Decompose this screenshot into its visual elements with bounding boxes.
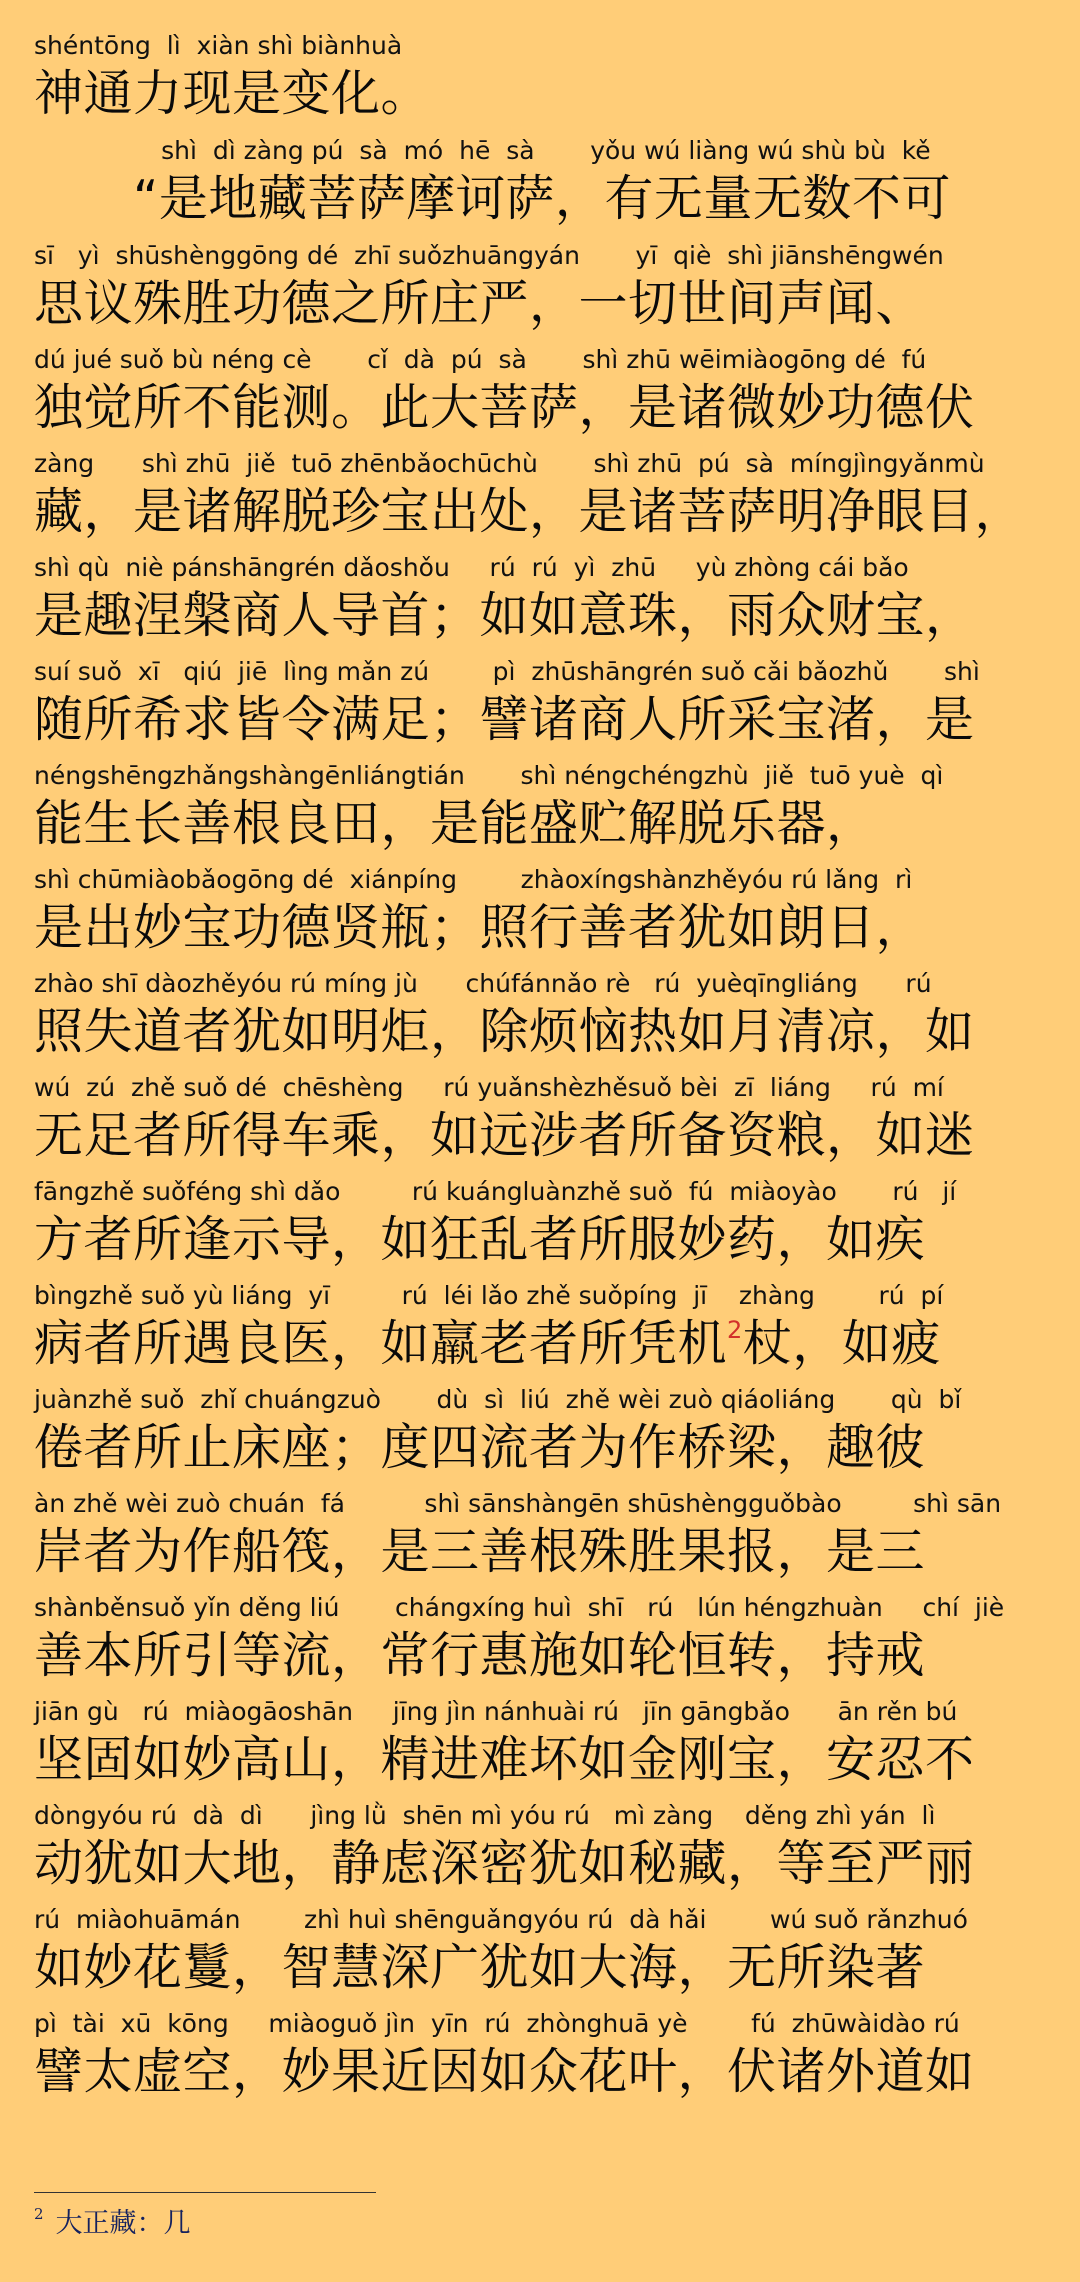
text-line-7: [34, 654, 1046, 758]
text-line-8: [34, 758, 1046, 862]
text-line-13: [34, 1278, 1046, 1382]
pinyin-line: juànzhě suǒ zhǐ chuángzuò dù sì liú zhě wèi zuò qiáoliáng qù bǐ: [34, 1385, 962, 1414]
text-line-5: [34, 446, 1046, 550]
hanzi-line: “是地藏菩萨摩诃萨，有无量无数不可: [34, 170, 951, 227]
hanzi-line: 无足者所得车乘，如远涉者所备资粮，如迷: [34, 1107, 975, 1164]
pinyin-line: néngshēngzhǎngshàngēnliángtián shì néngchéngzhù jiě tuō yuè qì: [34, 761, 944, 790]
pinyin-line: bìngzhě suǒ yù liáng yī rú léi lǎo zhě suǒpíng jī zhàng rú pí: [34, 1281, 944, 1310]
text-line-12: [34, 1174, 1046, 1278]
text-line-4: [34, 342, 1046, 446]
pinyin-line: shànběnsuǒ yǐn děng liú chángxíng huì shī rú lún héngzhuàn chí jiè: [34, 1593, 1005, 1622]
text-line-15: [34, 1486, 1046, 1590]
footnote-divider: [34, 2192, 376, 2193]
hanzi-segment: 病者所遇良医，如羸老者所凭机: [34, 1315, 728, 1372]
pinyin-line: sī yì shūshènggōng dé zhī suǒzhuāngyán yī qiè shì jiānshēngwén: [34, 241, 944, 270]
hanzi-line: 动犹如大地，静虑深密犹如秘藏，等至严丽: [34, 1835, 975, 1892]
text-line-10: [34, 966, 1046, 1070]
hanzi-line: 方者所逢示导，如狂乱者所服妙药，如疾: [34, 1211, 926, 1268]
text-line-2: [34, 133, 1046, 237]
text-line-19: [34, 1902, 1046, 2006]
hanzi-segment: 杖，如疲: [742, 1315, 941, 1372]
pinyin-line: shéntōng lì xiàn shì biànhuà: [34, 31, 403, 60]
hanzi-line: 善本所引等流，常行惠施如轮恒转，持戒: [34, 1627, 926, 1684]
pinyin-line: zàng shì zhū jiě tuō zhēnbǎochūchù shì zhū pú sà míngjìngyǎnmù: [34, 449, 985, 478]
pinyin-line: jiān gù rú miàogāoshān jīng jìn nánhuài rú jīn gāngbǎo ān rěn bú: [34, 1697, 958, 1726]
pinyin-line: dú jué suǒ bù néng cè cǐ dà pú sà shì zhū wēimiàogōng dé fú: [34, 345, 927, 374]
hanzi-line: 藏，是诸解脱珍宝出处，是诸菩萨明净眼目，: [34, 483, 1025, 540]
pinyin-line: shì qù niè pánshāngrén dǎoshǒu rú rú yì zhū yù zhòng cái bǎo: [34, 553, 909, 582]
footnote-text: 大正藏：几: [55, 2208, 191, 2239]
text-line-11: [34, 1070, 1046, 1174]
hanzi-line: 是趣涅槃商人导首；如如意珠，雨众财宝，: [34, 587, 975, 644]
hanzi-line: 独觉所不能测。此大菩萨，是诸微妙功德伏: [34, 379, 975, 436]
footnote-reference[interactable]: 2: [727, 1316, 743, 1344]
pinyin-line: shì dì zàng pú sà mó hē sà yǒu wú liàng wú shù bù kě: [34, 136, 931, 165]
pinyin-line: shì chūmiàobǎogōng dé xiánpíng zhàoxíngshànzhěyóu rú lǎng rì: [34, 865, 913, 894]
hanzi-line: 随所希求皆令满足；譬诸商人所采宝渚，是: [34, 691, 975, 748]
hanzi-line: [34, 1312, 1046, 1378]
text-line-18: [34, 1798, 1046, 1902]
text-line-1: [34, 28, 1046, 132]
pinyin-line: zhào shī dàozhěyóu rú míng jù chúfánnǎo rè rú yuèqīngliáng rú: [34, 969, 932, 998]
text-line-20: [34, 2006, 1046, 2110]
hanzi-line: 坚固如妙高山，精进难坏如金刚宝，安忍不: [34, 1731, 975, 1788]
text-line-9: [34, 862, 1046, 966]
text-line-16: [34, 1590, 1046, 1694]
hanzi-line: 如妙花鬘，智慧深广犹如大海，无所染著: [34, 1939, 926, 1996]
pinyin-line: dòngyóu rú dà dì jìng lǜ shēn mì yóu rú mì zàng děng zhì yán lì: [34, 1801, 936, 1830]
pinyin-line: rú miàohuāmán zhì huì shēnguǎngyóu rú dà hǎi wú suǒ rǎnzhuó: [34, 1905, 968, 1934]
hanzi-line: 能生长善根良田，是能盛贮解脱乐器，: [34, 795, 876, 852]
hanzi-line: 譬太虚空，妙果近因如众花叶，伏诸外道如: [34, 2043, 975, 2100]
pinyin-line: àn zhě wèi zuò chuán fá shì sānshàngēn shūshèngguǒbào shì sān: [34, 1489, 1002, 1518]
pinyin-line: suí suǒ xī qiú jiē lìng mǎn zú pì zhūshāngrén suǒ cǎi bǎozhǔ shì: [34, 657, 980, 686]
text-line-17: [34, 1694, 1046, 1798]
text-line-14: [34, 1382, 1046, 1486]
hanzi-line: 是出妙宝功德贤瓶；照行善者犹如朗日，: [34, 899, 926, 956]
hanzi-line: 岸者为作船筏，是三善根殊胜果报，是三: [34, 1523, 926, 1580]
hanzi-line: 倦者所止床座；度四流者为作桥梁，趣彼: [34, 1419, 926, 1476]
footnote: [34, 2204, 191, 2244]
text-line-6: [34, 550, 1046, 654]
pinyin-line: fāngzhě suǒféng shì dǎo rú kuángluànzhě suǒ fú miàoyào rú jí: [34, 1177, 957, 1206]
hanzi-line: 思议殊胜功德之所庄严，一切世间声闻、: [34, 275, 926, 332]
footnote-number: 2: [34, 2205, 44, 2223]
hanzi-line: 神通力现是变化。: [34, 65, 431, 122]
pinyin-line: wú zú zhě suǒ dé chēshèng rú yuǎnshèzhěsuǒ bèi zī liáng rú mí: [34, 1073, 944, 1102]
text-line-3: [34, 238, 1046, 342]
pinyin-line: pì tài xū kōng miàoguǒ jìn yīn rú zhònghuā yè fú zhūwàidào rú: [34, 2009, 960, 2038]
hanzi-line: 照失道者犹如明炬，除烦恼热如月清凉，如: [34, 1003, 975, 1060]
